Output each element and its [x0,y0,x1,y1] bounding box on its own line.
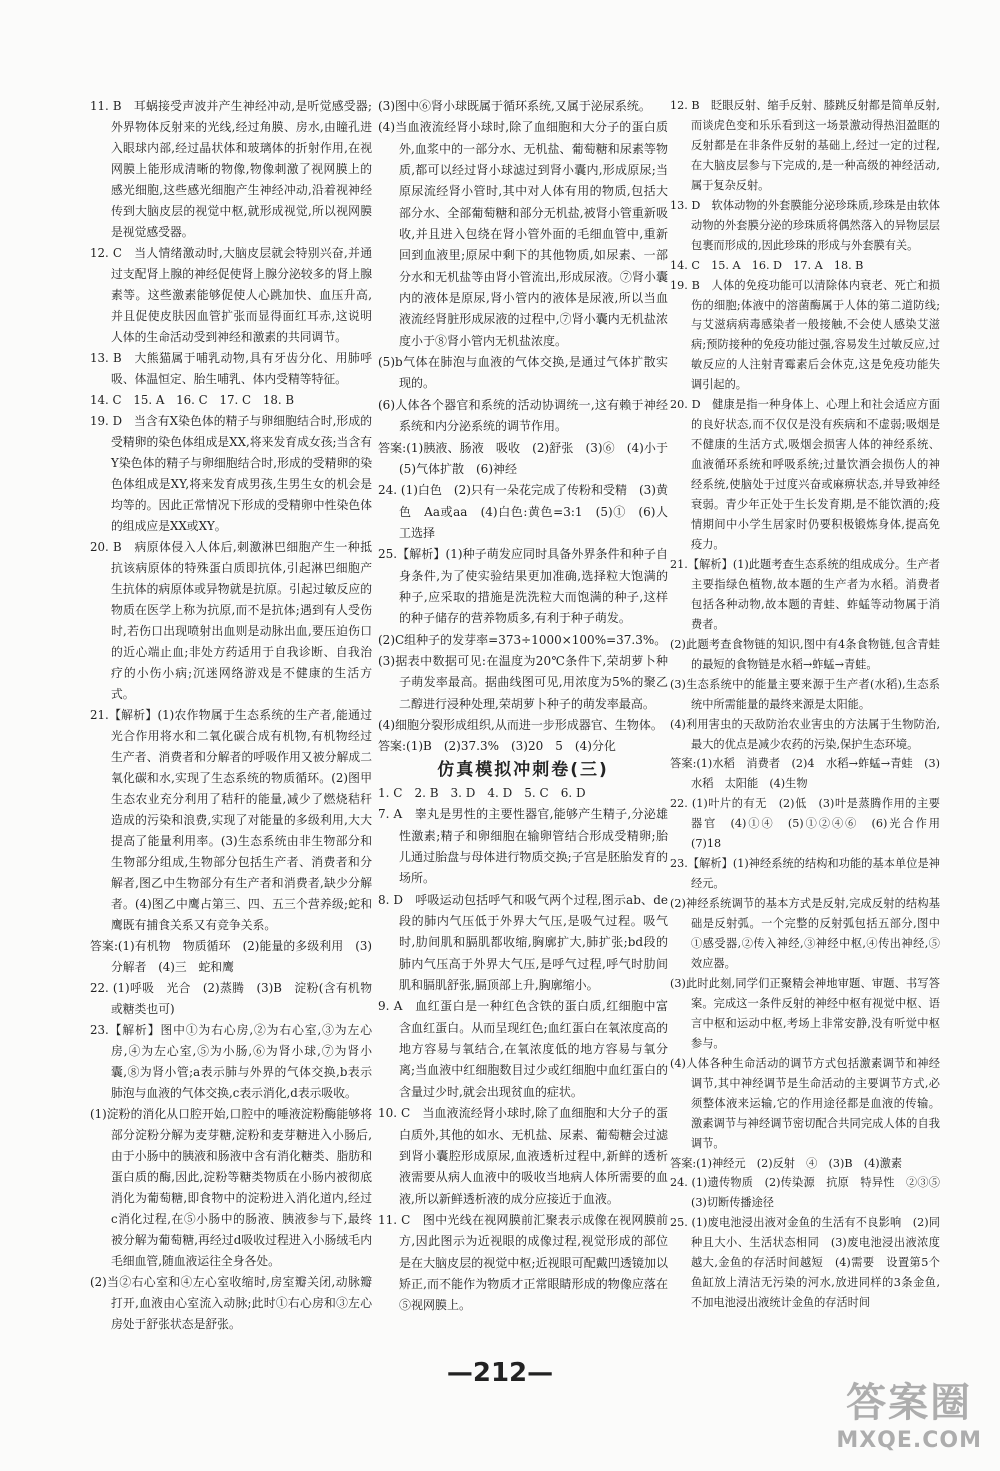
answer-item: 25. (1)废电池浸出液对金鱼的生活有不良影响 (2)同种且大小、生活状态相同 (3)废电池浸出液浓度越大,金鱼的存活时间越短 (4)需要 设置第5个鱼缸放上清洁无污染的河水,放进同样的3条金鱼,不加电池浸出液统计金鱼的存活时间 [670,1216,940,1310]
answer-item: 答案:(1)水稻 消费者 (2)4 水稻→蚱蜢→青蛙 (3)水稻 太阳能 (4)生物 [670,757,940,791]
answer-item: 13. D 软体动物的外套膜能分泌珍珠质,珍珠是由软体动物的外套膜分泌的珍珠质将偶然落入的异物层层包裹而形成的,因此珍珠的形成与外套膜有关。 [670,198,940,252]
answer-item: 答案:(1)神经元 (2)反射 ④ (3)B (4)激素 [670,1156,903,1170]
answer-item: 1. C 2. B 3. D 4. D 5. C 6. D [378,786,586,800]
answer-item: (4)细胞分裂形成组织,从而进一步形成器官、生物体。 [378,717,663,732]
answer-item: (4)人体各种生命活动的调节方式包括激素调节和神经调节,其中神经调节是生命活动的主要调节方式,必须整体液来运输,它的作用途径都是血液的传输。激素调节与神经调节密切配合共同完成人体的自我调节。 [670,1056,940,1150]
answer-item: 23.【解析】(1)神经系统的结构和功能的基本单位是神经元。 [670,857,940,891]
answer-item: (3)生态系统中的能量主要来源于生产者(水稻),生态系统中所需能量的最终来源是太阳能。 [670,677,940,711]
answer-item: 20. B 病原体侵入人体后,刺激淋巴细胞产生一种抵抗该病原体的特殊蛋白质即抗体,引起淋巴细胞产生抗体的病原体或异物就是抗原。引起过敏反应的物质在医学上称为抗原,而不是抗体;遇到有人受伤时,若伤口出现喷射出血则是动脉出血,要压迫伤口的近心端止血;非处方药适用于自我诊断、自我治疗的小伤小病;沉迷网络游戏是不健康的生活方式。 [90,540,372,701]
answer-item: 19. B 人体的免疫功能可以清除体内衰老、死亡和损伤的细胞;体液中的溶菌酶属于人体的第二道防线;与艾滋病病毒感染者一般接触,不会使人感染艾滋病;预防接种的免疫功能过强,容易发生过敏反应,过敏反应的人注射青霉素后会休克,这是免疫功能失调引起的。 [670,278,940,392]
section-title: 仿真模拟冲刺卷(三) [437,759,609,780]
answer-item: 23.【解析】图中①为右心房,②为右心室,③为左心房,④为左心室,⑤为小肠,⑥为肾小球,⑦为肾小囊,⑧为肾小管;a表示肺与外界的气体交换,b表示肺泡与血液的气体交换,c表示消化,d表示吸收。 [90,1023,372,1100]
answer-item: 25.【解析】(1)种子萌发应同时具备外界条件和种子自身条件,为了使实验结果更加准确,选择粒大饱满的种子,应采取的措施是洗洗粒大而饱满的种子,这样的种子储存的营养物质多,有利于种子萌发。 [378,547,668,626]
answer-item: 21.【解析】(1)农作物属于生态系统的生产者,能通过光合作用将水和二氧化碳合成有机物,有机物经过生产者、消费者和分解者的呼吸作用又被分解成二氧化碳和水,实现了生态系统的物质循环。(2)图甲生态农业充分利用了秸秆的能量,减少了燃烧秸秆造成的污染和浪费,实现了对能量的多级利用,大大提高了能量利用率。(3)生态系统由非生物部分和生物部分组成,生物部分包括生产者、消费者和分解者,图乙中生物部分有生产者和消费者,缺少分解者。(4)图乙中鹰占第三、四、五三个营养级;蛇和鹰既有捕食关系又有竞争关系。 [90,708,372,932]
answer-item: 22. (1)呼吸 光合 (2)蒸腾 (3)B 淀粉(含有机物或糖类也可) [90,981,372,1016]
watermark-url: MXQE.COM [836,1428,982,1453]
answer-item: (1)淀粉的消化从口腔开始,口腔中的唾液淀粉酶能够将部分淀粉分解为麦芽糖,淀粉和麦芽糖进入小肠后,由于小肠中的胰液和肠液中含有消化糖类、脂肪和蛋白质的酶,因此,淀粉等糖类物质在小肠内被彻底消化为葡萄糖,即食物中的淀粉进入消化道内,经过c消化过程,在⑤小肠中的肠液、胰液参与下,最终被分解为葡萄糖,再经过d吸收过程进入小肠绒毛内毛细血管,随血液运往全身各处。 [90,1107,372,1268]
answer-item: 11. B 耳蜗接受声波并产生神经冲动,是听觉感受器;外界物体反射来的光线,经过角膜、房水,由瞳孔进入眼球内部,经过晶状体和玻璃体的折射作用,在视网膜上能形成清晰的物像,物像刺激了视网膜上的感光细胞,这些感光细胞产生神经冲动,沿着视神经传到大脑皮层的视觉中枢,就形成视觉,所以视网膜是视觉感受器。 [90,99,372,239]
answer-item: (3)据表中数据可见:在温度为20℃条件下,荣胡萝卜种子萌发率最高。据曲线图可见,用浓度为5%的聚乙二醇进行浸种处理,荣胡萝卜种子的萌发率最高。 [378,653,668,711]
answer-item: (3)图中⑥肾小球既属于循环系统,又属于泌尿系统。 [378,99,651,113]
middle-column [378,96,681,1317]
answer-item: 14. C 15. A 16. D 17. A 18. B [670,258,864,272]
answer-item: 7. A 睾丸是男性的主要性器官,能够产生精子,分泌雄性激素;精子和卵细胞在输卵管结合形成受精卵;胎儿通过胎盘与母体进行物质交换;子宫是胚胎发育的场所。 [378,807,668,886]
answer-item: 19. D 当含有X染色体的精子与卵细胞结合时,形成的受精卵的染色体组成是XX,将来发育成女孩;当含有Y染色体的精子与卵细胞结合时,形成的受精卵的染色体组成是XY,将来发育成男孩,生男生女的机会是均等的。因此正常情况下形成的受精卵中性染色体的组成应是XX或XY。 [90,414,372,533]
answer-item: (2)此题考查食物链的知识,图中有4条食物链,包含青蛙的最短的食物链是水稻→蚱蜢→青蛙。 [670,637,940,671]
answer-item: (4)当血液流经肾小球时,除了血细胞和大分子的蛋白质外,血浆中的一部分水、无机盐、葡萄糖和尿素等物质,都可以经过肾小球滤过到肾小囊内,形成原尿;当原尿流经肾小管时,其中对人体有用的物质,包括大部分水、全部葡萄糖和部分无机盐,被肾小管重新吸收,并且进入包绕在肾小管外面的毛细血管中,重新回到血液里;原尿中剩下的其他物质,如尿素、一部分水和无机盐等由肾小管流出,形成尿液。⑦肾小囊内的液体是原尿,肾小管内的液体是尿液,所以当血液流经肾脏形成尿液的过程中,⑦肾小囊内无机盐浓度小于⑧肾小管内无机盐浓度。 [378,120,668,348]
answer-item: 答案:(1)有机物 物质循环 (2)能量的多级利用 (3)分解者 (4)三 蛇和鹰 [90,939,372,974]
answer-item: 13. B 大熊猫属于哺乳动物,具有牙齿分化、用肺呼吸、体温恒定、胎生哺乳、体内受精等特征。 [90,351,372,386]
answer-item: 答案:(1)胰液、肠液 吸收 (2)舒张 (3)⑥ (4)小于 (5)气体扩散 (6)神经 [378,440,681,476]
page-number: —212— [446,1358,554,1388]
answer-item: 24. (1)遗传物质 (2)传染源 抗原 特异性 ②③⑤ (3)切断传播途径 [670,1176,952,1210]
answer-item: 22. (1)叶片的有无 (2)低 (3)叶是蒸腾作用的主要器官 (4)①④ (5)①②④⑥ (6)光合作用 (7)18 [670,797,952,851]
answer-item: (6)人体各个器官和系统的活动协调统一,这有赖于神经系统和内分泌系统的调节作用。 [378,397,668,434]
answer-item: 12. B 眨眼反射、缩手反射、膝跳反射都是简单反射,而谈虎色变和乐乐看到这一场景激动得热泪盈眶的反射都是在非条件反射的基础上,经过一定的过程,在大脑皮层参与下完成的,是一种高级的神经活动,属于复杂反射。 [670,99,940,192]
answer-item: (2)神经系统调节的基本方式是反射,完成反射的结构基础是反射弧。一个完整的反射弧包括五部分,图中①感受器,②传入神经,③神经中枢,④传出神经,⑤效应器。 [670,897,940,970]
left-column [90,96,372,1335]
answer-item: 21.【解析】(1)此题考查生态系统的组成成分。生产者主要指绿色植物,故本题的生产者为水稻。消费者包括各种动物,故本题的青蛙、蚱蜢等动物属于消费者。 [670,557,940,631]
answer-item: 11. C 图中光线在视网膜前汇聚表示成像在视网膜前方,因此图示为近视眼的成像过程,视觉形成的部位是在大脑皮层的视觉中枢;近视眼可配戴凹透镜加以矫正,而不能作为物质才正常眼睛形成的物像应落在⑤视网膜上。 [378,1212,668,1313]
answer-item: 12. C 当人情绪激动时,大脑皮层就会特别兴奋,并通过支配肾上腺的神经促使肾上腺分泌较多的肾上腺素等。这些激素能够促使人心跳加快、血压升高,并且促使皮肤因血管扩张而显得面红耳赤,这说明人体的生命活动受到神经和激素的共同调节。 [90,246,372,344]
answer-item: (4)利用害虫的天敌防治农业害虫的方法属于生物防治,最大的优点是减少农药的污染,保护生态环境。 [670,717,940,751]
answer-item: 9. A 血红蛋白是一种红色含铁的蛋白质,红细胞中富含血红蛋白。从而呈现红色;血红蛋白在氧浓度高的地方容易与氧结合,在氧浓度低的地方容易与氧分离;当血液中红细胞数目过少或红细胞中血红蛋白的含量过少时,就会出现贫血的症状。 [378,999,668,1099]
answer-item: (2)C组种子的发芽率=373÷1000×100%=37.3%。 [378,632,667,647]
answer-item: 10. C 当血液流经肾小球时,除了血细胞和大分子的蛋白质外,其他的如水、无机盐、尿素、葡萄糖会过滤到肾小囊腔形成原尿,血液透析过程中,新鲜的透析液需要从病人血液中的吸收当地病人体所需要的血液,所以新鲜透析液的成分应接近于血液。 [378,1106,668,1206]
right-column [670,96,952,1313]
answer-item: 答案:(1)B (2)37.3% (3)20 5 (4)分化 [378,739,616,754]
answer-item: (3)此时此刻,同学们正聚精会神地审题、审题、书写答案。完成这一条件反射的神经中枢有视觉中枢、语言中枢和运动中枢,考场上非常安静,没有听觉中枢参与。 [670,976,940,1050]
answer-item: 20. D 健康是指一种身体上、心理上和社会适应方面的良好状态,而不仅仅是没有疾病和不虚弱;吸烟是不健康的生活方式,吸烟会损害人体的神经系统、血液循环系统和呼吸系统;过量饮酒会损伤人的神经系统,使脑处于过度兴奋或麻痹状态,并导致神经衰弱。青少年正处于生长发育期,是不能饮酒的;疫情期间中小学生居家时仍要积极锻炼身体,提高免疫力。 [670,398,940,551]
answer-item: 8. D 呼吸运动包括呼气和吸气两个过程,图示ab、de段的肺内气压低于外界大气压,是吸气过程。吸气时,肋间肌和膈肌都收缩,胸廓扩大,肺扩张;bd段的肺内气压高于外界大气压,是呼气过程,呼气时肋间肌和膈肌舒张,膈顶部上升,胸廓缩小。 [378,892,668,993]
watermark-logo [836,1371,982,1453]
answer-item: 24. (1)白色 (2)只有一朵花完成了传粉和受精 (3)黄色 Aa或aa (4)白色:黄色=3:1 (5)① (6)人工选择 [378,483,668,540]
answer-item: 14. C 15. A 16. C 17. C 18. B [90,393,295,407]
answer-item: (5)b气体在肺泡与血液的气体交换,是通过气体扩散实现的。 [378,355,668,391]
watermark-text: 答案圈 [846,1380,973,1426]
answer-item: (2)当②右心室和④左心室收缩时,房室瓣关闭,动脉瓣打开,血液由心室流入动脉;此时①右心房和③左心房处于舒张状态是舒张。 [90,1275,372,1331]
